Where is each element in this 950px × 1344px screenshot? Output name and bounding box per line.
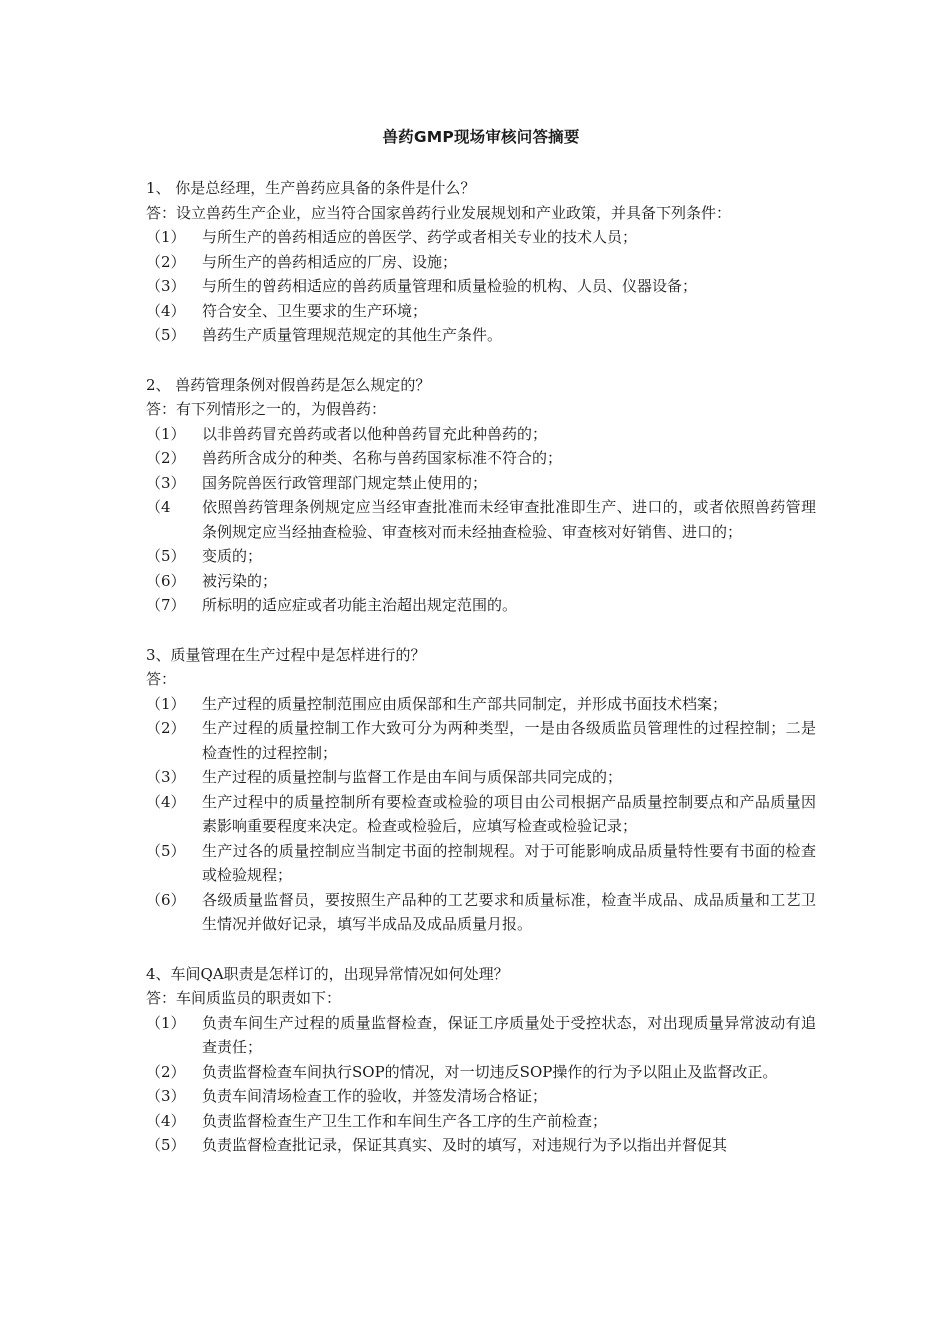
item-text: 依照兽药管理条例规定应当经审查批准而未经审查批准即生产、进口的，或者依照兽药管理条例规定应当经抽查检验、审查核对而未经抽查检验、审查核对好销售、进口的；	[202, 498, 816, 541]
question: 1、 你是总经理，生产兽药应具备的条件是什么？	[146, 179, 476, 197]
item-text: 生产过程中的质量控制所有要检查或检验的项目由公司根据产品质量控制要点和产品质量因素影响重要程度来决定。检查或检验后，应填写检查或检验记录；	[202, 792, 816, 835]
item-text: 各级质量监督员，要按照生产品种的工艺要求和质量标准，检查半成品、成品质量和工艺卫生情况并做好记录，填写半成品及成品质量月报。	[202, 890, 816, 933]
list-item	[146, 544, 816, 569]
item-number: （4	[146, 498, 171, 516]
list-item	[146, 299, 816, 324]
item-number: （4）	[146, 301, 186, 320]
qa-section-4	[146, 962, 816, 1158]
list-item	[146, 716, 816, 765]
item-number: （3）	[146, 277, 186, 295]
item-number: （1）	[146, 694, 186, 713]
item-number: （5）	[146, 1136, 186, 1154]
item-text: 兽药所含成分的种类、名称与兽药国家标准不符合的；	[202, 449, 563, 467]
item-text: 负责监督检查生产卫生工作和车间生产各工序的生产前检查；	[202, 1111, 608, 1130]
question: 2、 兽药管理条例对假兽药是怎么规定的？	[146, 375, 431, 394]
list-item	[146, 839, 816, 888]
list-item	[146, 274, 816, 299]
item-text: 负责车间生产过程的质量监督检查，保证工序质量处于受控状态，对出现质量异常波动有追查责任；	[202, 1013, 816, 1056]
item-number: （5）	[146, 841, 186, 860]
list-item	[146, 323, 816, 348]
item-number: （1）	[146, 228, 186, 246]
document-title: 兽药GMP现场审核问答摘要	[382, 128, 580, 146]
list-item	[146, 692, 816, 717]
item-text: 所标明的适应症或者功能主治超出规定范围的。	[202, 596, 518, 614]
item-text: 变质的；	[202, 547, 263, 565]
item-number: （2）	[146, 1062, 186, 1081]
list-item	[146, 225, 816, 250]
document-page	[146, 124, 816, 1183]
list-item	[146, 593, 816, 618]
item-number: （2）	[146, 252, 186, 271]
list-item	[146, 446, 816, 471]
item-text: 生产过程的质量控制与监督工作是由车间与质保部共同完成的；	[202, 768, 623, 786]
item-text: 符合安全、卫生要求的生产环境；	[202, 301, 428, 320]
item-text: 负责监督检查批记录，保证其真实、及时的填写，对违规行为予以指出并督促其	[202, 1136, 728, 1154]
item-number: （4）	[146, 1111, 186, 1130]
item-text: 负责车间清场检查工作的验收，并签发清场合格证；	[202, 1087, 548, 1105]
item-text: 国务院兽医行政管理部门规定禁止使用的；	[202, 473, 488, 492]
item-text: 生产过各的质量控制应当制定书面的控制规程。对于可能影响成品质量特性要有书面的检查或检验规程；	[202, 841, 816, 884]
item-number: （4）	[146, 792, 186, 811]
list-item	[146, 1133, 816, 1158]
list-item	[146, 765, 816, 790]
answer-intro: 答：车间质监员的职责如下：	[146, 989, 342, 1007]
list-item	[146, 569, 816, 594]
item-number: （3）	[146, 473, 186, 492]
qa-section-1	[146, 176, 816, 348]
list-item	[146, 495, 816, 544]
item-text: 生产过程的质量控制工作大致可分为两种类型，一是由各级质监员管理性的过程控制；二是检查性的过程控制；	[202, 719, 816, 762]
list-item	[146, 1060, 816, 1085]
answer-intro: 答：设立兽药生产企业，应当符合国家兽药行业发展规划和产业政策，并具备下列条件：	[146, 203, 732, 222]
item-number: （5）	[146, 547, 186, 565]
answer-intro: 答：有下列情形之一的，为假兽药：	[146, 400, 387, 418]
item-number: （2）	[146, 719, 186, 737]
answer-intro: 答：	[146, 670, 177, 688]
item-number: （6）	[146, 890, 186, 909]
item-text: 与所生产的兽药相适应的厂房、设施；	[202, 252, 458, 271]
item-number: （5）	[146, 326, 186, 344]
list-item	[146, 790, 816, 839]
item-number: （3）	[146, 768, 186, 786]
item-text: 被污染的；	[202, 571, 278, 590]
list-item	[146, 471, 816, 496]
item-number: （3）	[146, 1087, 186, 1105]
list-item	[146, 1109, 816, 1134]
item-number: （1）	[146, 1013, 186, 1032]
list-item	[146, 1084, 816, 1109]
question: 3、质量管理在生产过程中是怎样进行的？	[146, 645, 426, 664]
item-number: （7）	[146, 596, 186, 614]
item-text: 负责监督检查车间执行SOP的情况，对一切违反SOP操作的行为予以阻止及监督改正。	[202, 1062, 778, 1081]
item-number: （2）	[146, 449, 186, 467]
qa-section-2	[146, 373, 816, 618]
question: 4、车间QA职责是怎样订的，出现异常情况如何处理？	[146, 964, 509, 983]
list-item	[146, 1011, 816, 1060]
item-text: 生产过程的质量控制范围应由质保部和生产部共同制定，并形成书面技术档案；	[202, 694, 728, 713]
item-text: 以非兽药冒充兽药或者以他种兽药冒充此种兽药的；	[202, 424, 548, 443]
item-number: （1）	[146, 424, 186, 443]
item-text: 与所生产的兽药相适应的兽医学、药学或者相关专业的技术人员；	[202, 228, 638, 246]
item-text: 与所生的曾药相适应的兽药质量管理和质量检验的机构、人员、仪器设备；	[202, 277, 698, 295]
qa-section-3	[146, 643, 816, 937]
list-item	[146, 888, 816, 937]
list-item	[146, 250, 816, 275]
item-number: （6）	[146, 571, 186, 590]
list-item	[146, 422, 816, 447]
item-text: 兽药生产质量管理规范规定的其他生产条件。	[202, 326, 503, 344]
